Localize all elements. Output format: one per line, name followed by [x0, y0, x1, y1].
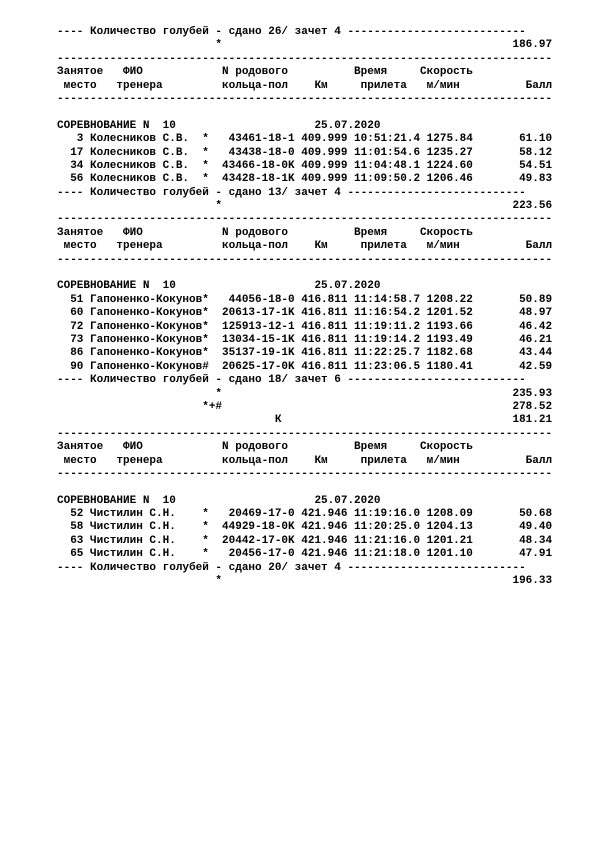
separator-rule: ---------------------------------------------------------------------------: [57, 467, 553, 480]
separator-rule: ---------------------------------------------------------------------------: [57, 213, 553, 226]
spacer: [57, 106, 587, 119]
column-header-row: место тренера кольца-пол Км прилета м/мин Балл: [57, 79, 553, 92]
total-score-row: * 196.33: [57, 575, 553, 588]
count-summary: ---- Количество голубей - сдано 20/ зачет 4 ---------------------------: [57, 561, 526, 574]
result-row: 60 Гапоненко-Кокунов* 20613-17-1K 416.811 11:16:54.2 1201.52 48.97: [57, 307, 553, 320]
separator-rule: ---------------------------------------------------------------------------: [57, 92, 553, 105]
column-header-row: место тренера кольца-пол Км прилета м/мин Балл: [57, 454, 553, 467]
result-row: 63 Чистилин С.Н. * 20442-17-0K 421.946 11:21:16.0 1201.21 48.34: [57, 534, 553, 547]
result-row: 56 Колесников С.В. * 43428-18-1K 409.999 11:09:50.2 1206.46 49.83: [57, 173, 553, 186]
separator-rule: ---------------------------------------------------------------------------: [57, 52, 553, 65]
total-score-row: * 223.56: [57, 200, 553, 213]
result-row: 34 Колесников С.В. * 43466-18-0K 409.999 11:04:48.1 1224.60 54.51: [57, 159, 553, 172]
separator-rule: ---------------------------------------------------------------------------: [57, 427, 553, 440]
spacer: [57, 267, 587, 280]
result-row: 73 Гапоненко-Кокунов* 13034-15-1K 416.811 11:19:14.2 1193.49 46.21: [57, 333, 553, 346]
column-header-row: Занятое ФИО N родового Время Скорость: [57, 66, 553, 79]
result-row: 3 Колесников С.В. * 43461-18-1 409.999 10:51:21.4 1275.84 61.10: [57, 133, 553, 146]
column-header-row: Занятое ФИО N родового Время Скорость: [57, 441, 553, 454]
result-row: 58 Чистилин С.Н. * 44929-18-0K 421.946 11:20:25.0 1204.13 49.40: [57, 521, 553, 534]
result-row: 17 Колесников С.В. * 43438-18-0 409.999 11:01:54.6 1235.27 58.12: [57, 146, 553, 159]
result-row: 86 Гапоненко-Кокунов* 35137-19-1K 416.811 11:22:25.7 1182.68 43.44: [57, 347, 553, 360]
separator-rule: ---------------------------------------------------------------------------: [57, 253, 553, 266]
competition-title: СОРЕВНОВАНИЕ N 10 25.07.2020: [57, 494, 553, 507]
column-header-row: Занятое ФИО N родового Время Скорость: [57, 226, 553, 239]
result-row: 52 Чистилин С.Н. * 20469-17-0 421.946 11:19:16.0 1208.09 50.68: [57, 508, 553, 521]
total-score-row: * 186.97: [57, 39, 553, 52]
competition-title: СОРЕВНОВАНИЕ N 10 25.07.2020: [57, 280, 553, 293]
result-row: 90 Гапоненко-Кокунов# 20625-17-0K 416.811 11:23:06.5 1180.41 42.59: [57, 360, 553, 373]
count-summary: ---- Количество голубей - сдано 18/ зачет 6 ---------------------------: [57, 374, 526, 387]
results-printout: [57, 26, 587, 588]
total-score-row: К 181.21: [57, 414, 553, 427]
competition-title: СОРЕВНОВАНИЕ N 10 25.07.2020: [57, 119, 553, 132]
result-row: 72 Гапоненко-Кокунов* 125913-12-1 416.811 11:19:11.2 1193.66 46.42: [57, 320, 553, 333]
count-summary: ---- Количество голубей - сдано 13/ зачет 4 ---------------------------: [57, 186, 526, 199]
column-header-row: место тренера кольца-пол Км прилета м/мин Балл: [57, 240, 553, 253]
total-score-row: * 235.93: [57, 387, 553, 400]
spacer: [57, 481, 587, 494]
count-summary: ---- Количество голубей - сдано 26/ зачет 4 ---------------------------: [57, 26, 526, 38]
result-row: 51 Гапоненко-Кокунов* 44056-18-0 416.811 11:14:58.7 1208.22 50.89: [57, 293, 553, 306]
total-score-row: *+# 278.52: [57, 400, 553, 413]
result-row: 65 Чистилин С.Н. * 20456-17-0 421.946 11:21:18.0 1201.10 47.91: [57, 548, 553, 561]
